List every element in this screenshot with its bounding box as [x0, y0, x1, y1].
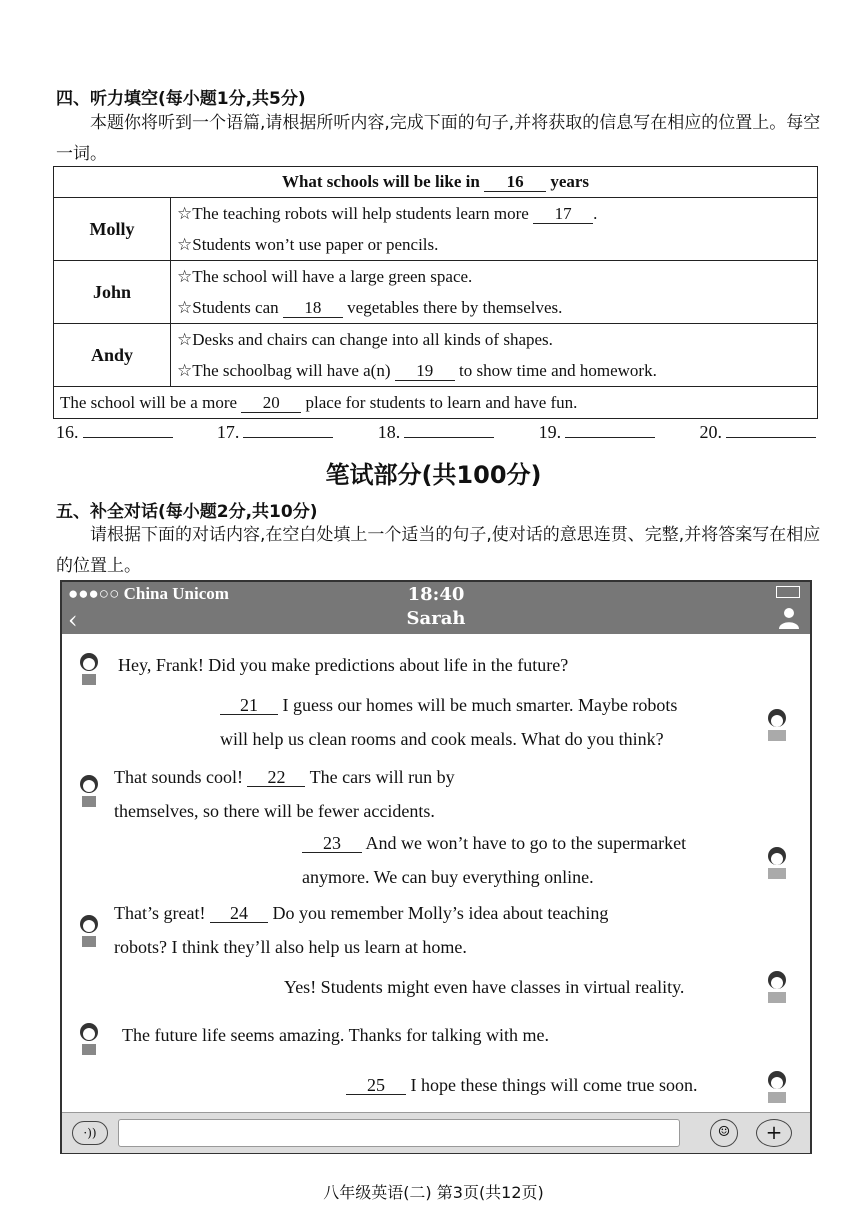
emoji-icon[interactable]: ☺: [710, 1119, 738, 1147]
message-7: The future life seems amazing. Thanks for talking with me.: [122, 1025, 550, 1045]
row-name-molly: Molly: [54, 198, 171, 261]
written-section-title: 笔试部分(共100分): [325, 461, 542, 489]
message-4: 23 And we won’t have to go to the supermarket anymore. We can buy everything online.: [302, 833, 687, 887]
blank-23: 23: [302, 834, 362, 853]
blank-21: 21: [220, 696, 278, 715]
answer-16[interactable]: 16.: [56, 422, 173, 443]
message-1: Hey, Frank! Did you make predictions about life in the future?: [118, 655, 569, 675]
clock: 18:40: [407, 584, 465, 605]
blank-22: 22: [247, 768, 305, 787]
blank-16: 16: [484, 173, 546, 192]
phone-status-bar: [62, 582, 810, 634]
girl-avatar-icon: [74, 650, 104, 686]
row-molly-content: ☆The teaching robots will help students learn more 17 . ☆Students won’t use paper or pencils.: [171, 198, 818, 261]
answer-19[interactable]: 19.: [539, 422, 656, 443]
listening-table: [53, 166, 818, 419]
plus-icon[interactable]: +: [756, 1119, 792, 1147]
row-andy-content: ☆Desks and chairs can change into all kinds of shapes. ☆The schoolbag will have a(n) 19 to show time and homework.: [171, 324, 818, 387]
message-3: That sounds cool! 22 The cars will run by themselves, so there will be fewer accidents.: [114, 767, 455, 821]
voice-icon[interactable]: ·)): [72, 1121, 108, 1145]
table-header: What schools will be like in 16 years: [54, 167, 818, 198]
table-footer: The school will be a more 20 place for students to learn and have fun.: [54, 387, 818, 419]
blank-18: 18: [283, 299, 343, 318]
answer-18[interactable]: 18.: [378, 422, 495, 443]
message-8: 25 I hope these things will come true soon.: [346, 1068, 697, 1102]
girl-avatar-icon: [74, 772, 104, 808]
blank-19: 19: [395, 362, 455, 381]
message-input[interactable]: [118, 1119, 680, 1147]
answer-17[interactable]: 17.: [217, 422, 334, 443]
battery-icon: [776, 586, 800, 598]
boy-avatar-icon: [762, 1068, 792, 1104]
back-icon[interactable]: ‹: [68, 606, 78, 634]
carrier-label: ●●●○○ China Unicom: [68, 584, 229, 603]
blank-17: 17: [533, 205, 593, 224]
section5-title: 五、补全对话(每小题2分,共10分): [56, 502, 318, 522]
message-6: Yes! Students might even have classes in virtual reality.: [284, 977, 685, 997]
girl-avatar-icon: [74, 1020, 104, 1056]
answer-20[interactable]: 20.: [700, 422, 817, 443]
boy-avatar-icon: [762, 968, 792, 1004]
blank-25: 25: [346, 1076, 406, 1095]
message-5: That’s great! 24 Do you remember Molly’s idea about teaching robots? I think they’ll also help us learn at home.: [114, 903, 609, 957]
boy-avatar-icon: [762, 706, 792, 742]
section4-intro: 本题你将听到一个语篇,请根据所听内容,完成下面的句子,并将获取的信息写在相应的位置上。每空一词。: [56, 113, 821, 164]
row-john-content: ☆The school will have a large green space. ☆Students can 18 vegetables there by themselves.: [171, 261, 818, 324]
page-footer: 八年级英语(二) 第3页(共12页): [323, 1183, 544, 1202]
girl-avatar-icon: [74, 912, 104, 948]
answer-lines: [56, 422, 816, 443]
chat-input-bar: [62, 1112, 810, 1153]
phone-chat: [60, 580, 812, 1154]
person-icon[interactable]: [776, 604, 802, 630]
section4-title: 四、听力填空(每小题1分,共5分): [56, 89, 306, 109]
contact-name: Sarah: [406, 608, 466, 629]
blank-20: 20: [241, 394, 301, 413]
blank-24: 24: [210, 904, 268, 923]
row-name-andy: Andy: [54, 324, 171, 387]
section5-intro: 请根据下面的对话内容,在空白处填上一个适当的句子,使对话的意思连贯、完整,并将答案写在相应的位置上。: [56, 525, 821, 576]
row-name-john: John: [54, 261, 171, 324]
boy-avatar-icon: [762, 844, 792, 880]
message-2: 21 I guess our homes will be much smarter. Maybe robots will help us clean rooms and cook meals. What do you think?: [220, 695, 678, 749]
